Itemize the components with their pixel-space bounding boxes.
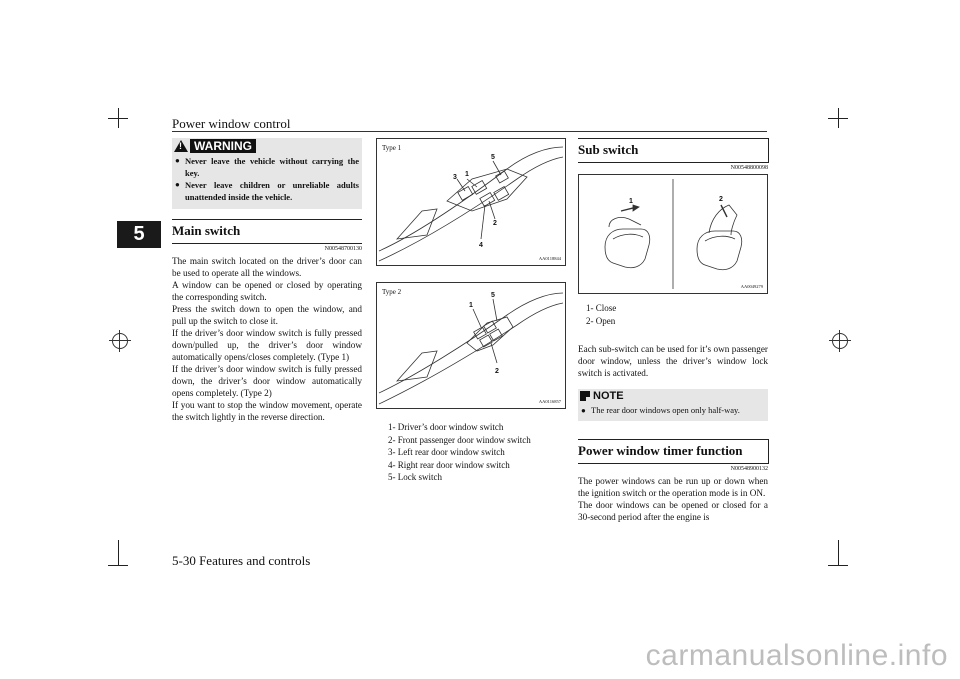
crop-mark-bl-h [108, 565, 128, 566]
callout-5: 5 [491, 154, 495, 161]
callout-2: 2 [495, 368, 499, 375]
warning-item: ● Never leave the vehicle without carrying the key. [175, 156, 359, 178]
column-right [578, 138, 768, 523]
warning-item: ● Never leave children or unreliable adults unattended inside the vehicle. [175, 180, 359, 202]
chapter-tab: 5 [117, 221, 161, 248]
figure-code: AA0049279 [740, 284, 763, 289]
callout-4: 4 [479, 242, 483, 249]
callout-1: 1 [465, 171, 469, 178]
section-code: N00548900132 [730, 466, 768, 472]
registration-mark-left [112, 333, 128, 349]
callout-1: 1 [629, 198, 633, 205]
note-box [578, 389, 768, 421]
bullet-icon: ● [175, 180, 180, 189]
warning-box [172, 138, 362, 209]
warning-header [172, 138, 362, 153]
callout-5: 5 [491, 292, 495, 299]
switch-legend [376, 421, 566, 484]
column-middle [376, 138, 566, 484]
note-label: NOTE [593, 389, 624, 402]
section-title-timer: Power window timer function [578, 439, 769, 464]
timer-text [578, 475, 768, 523]
callout-2: 2 [493, 220, 497, 227]
figure-label: Type 2 [382, 288, 402, 296]
door-switch-illustration-type-1 [377, 139, 565, 265]
paragraph: The power windows can be run up or down when the ignition switch or the operation mode is in ON. [578, 476, 768, 498]
section-code: N00548800098 [730, 165, 768, 171]
legend-item: 2- Open [586, 315, 616, 326]
figure-code: AA0116857 [538, 399, 561, 404]
paragraph: If you want to stop the window movement, operate the switch lightly in the reverse direction. [172, 400, 362, 422]
column-left [172, 138, 362, 423]
section-code: N00548700130 [324, 246, 362, 252]
callout-1: 1 [469, 302, 473, 309]
bullet-icon: ● [581, 406, 586, 415]
crop-mark-bl-v [118, 540, 119, 565]
sub-switch-legend [578, 302, 768, 327]
crop-mark-tr-h [828, 118, 848, 119]
crop-mark-tl-h [108, 118, 128, 119]
callout-2: 2 [719, 196, 723, 203]
crop-mark-br-v [838, 540, 839, 565]
legend-item: 5- Lock switch [388, 472, 442, 482]
figure-sub-switch [578, 174, 768, 294]
figure-type-1 [376, 138, 566, 266]
warning-body [172, 153, 362, 209]
legend-item: 3- Left rear door window switch [388, 447, 505, 457]
figure-label: Type 1 [382, 144, 402, 152]
figure-type-2 [376, 282, 566, 409]
crop-mark-br-h [828, 565, 848, 566]
door-switch-illustration-type-2 [377, 283, 565, 408]
section-title-main-switch: Main switch [172, 219, 362, 244]
page-header-title: Power window control [172, 116, 291, 131]
sub-switch-text: Each sub-switch can be used for it’s own passenger door window, unless the driver’s window lock switch is activated. [578, 344, 768, 378]
page-footer: 5-30 Features and controls [172, 553, 311, 568]
note-header [578, 389, 768, 402]
paragraph: Press the switch down to open the window, and pull up the switch to close it. [172, 304, 362, 326]
legend-item: 1- Driver’s door window switch [388, 422, 504, 432]
paragraph: If the driver’s door window switch is fully pressed down/pulled up, the driver’s door window automatically opens/closes completely. (Type 1) [172, 328, 362, 362]
main-switch-text [172, 255, 362, 423]
header-rule [172, 131, 767, 132]
legend-item: 1- Close [586, 303, 617, 313]
paragraph: A window can be opened or closed by operating the corresponding switch. [172, 280, 362, 302]
legend-item: 4- Right rear door window switch [388, 459, 510, 470]
warning-label: WARNING [190, 139, 256, 153]
callout-3: 3 [453, 174, 457, 181]
bullet-icon: ● [175, 156, 180, 165]
watermark: carmanualsonline.info [645, 639, 948, 672]
paragraph: The door windows can be opened or closed for a 30-second period after the engine is [578, 500, 768, 522]
paragraph: The main switch located on the driver’s door can be used to operate all the windows. [172, 256, 362, 278]
note-item: ● The rear door windows open only half-way. [581, 405, 740, 415]
figure-code: AA0118844 [538, 256, 561, 261]
sub-switch-illustration [579, 175, 767, 293]
paragraph: If the driver’s door window switch is fully pressed down, the driver’s door window automatically opens completely. (Type 2) [172, 364, 362, 398]
registration-mark-right [832, 333, 848, 349]
legend-item: 2- Front passenger door window switch [388, 434, 531, 445]
section-title-sub-switch: Sub switch [578, 138, 769, 163]
warning-triangle-icon: ! [174, 140, 188, 152]
note-icon [580, 391, 590, 401]
